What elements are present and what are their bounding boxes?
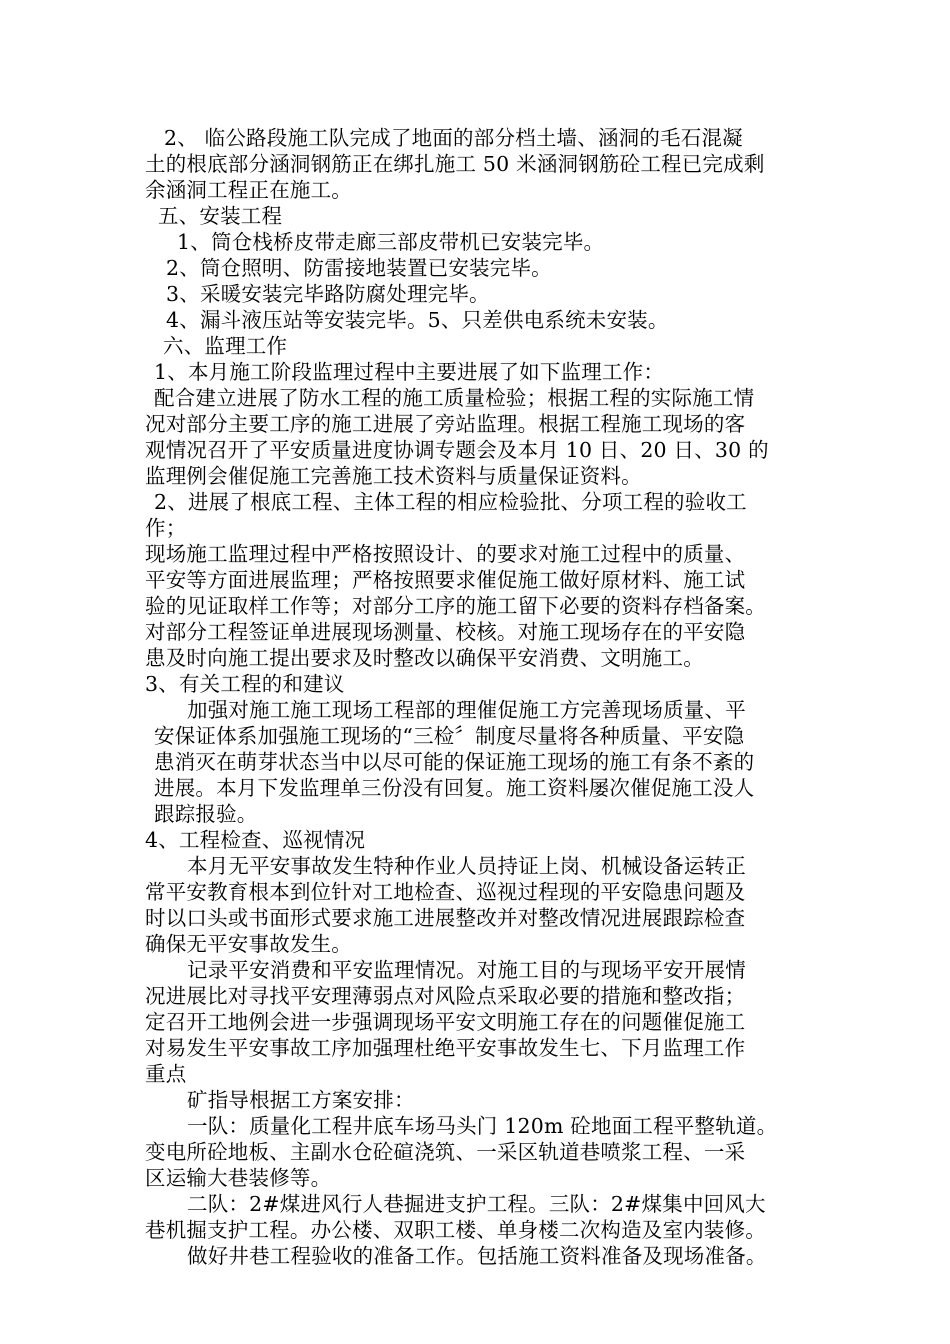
section-heading: 五、安装工程	[158, 204, 283, 228]
list-item: 4、漏斗液压站等安装完毕。5、只差供电系统未安装。	[166, 308, 669, 332]
section-heading: 4、工程检查、巡视情况	[145, 828, 366, 852]
paragraph-line: 定召开工地例会进一步强调现场平安文明施工存在的问题催促施工	[145, 1010, 746, 1034]
paragraph-line: 余涵洞工程正在施工。	[145, 178, 352, 202]
paragraph-line: 况对部分主要工序的施工进展了旁站监理。根据工程施工现场的客	[145, 412, 746, 436]
section-heading: 3、有关工程的和建议	[145, 672, 345, 696]
paragraph-line: 一队：质量化工程井底车场马头门 120m 砼地面工程平整轨道。	[187, 1114, 778, 1138]
paragraph-line: 记录平安消费和平安监理情况。对施工目的与现场平安开展情	[187, 958, 746, 982]
paragraph-line: 跟踪报验。	[154, 802, 258, 826]
paragraph-line: 确保无平安事故发生。	[145, 932, 352, 956]
paragraph-line: 进展。本月下发监理单三份没有回复。施工资料屡次催促施工没人	[154, 776, 755, 800]
list-item: 2、筒仓照明、防雷接地装置已安装完毕。	[166, 256, 552, 280]
paragraph-line: 况进展比对寻找平安理薄弱点对风险点采取必要的措施和整改指；	[145, 984, 746, 1008]
paragraph-line: 区运输大巷装修等。	[145, 1166, 332, 1190]
paragraph-line: 现场施工监理过程中严格按照设计、的要求对施工过程中的质量、	[145, 542, 746, 566]
paragraph-line: 时以口头或书面形式要求施工进展整改并对整改情况进展跟踪检查	[145, 906, 746, 930]
paragraph-line: 2、 临公路段施工队完成了地面的部分档土墙、涵洞的毛石混凝	[164, 126, 743, 150]
paragraph-line: 本月无平安事故发生特种作业人员持证上岗、机械设备运转正	[187, 854, 746, 878]
paragraph-line: 1、本月施工阶段监理过程中主要进展了如下监理工作：	[154, 360, 665, 384]
paragraph-line: 重点	[145, 1062, 187, 1086]
paragraph-line: 验的见证取样工作等；对部分工序的施工留下必要的资料存档备案。	[145, 594, 766, 618]
paragraph-line: 变电所砼地板、主副水仓砼碹浇筑、一采区轨道巷喷浆工程、一采	[145, 1140, 746, 1164]
paragraph-line: 常平安教育根本到位针对工地检查、巡视过程现的平安隐患问题及	[145, 880, 746, 904]
paragraph-line: 对部分工程签证单进展现场测量、校核。对施工现场存在的平安隐	[145, 620, 746, 644]
section-heading: 六、监理工作	[163, 334, 288, 358]
paragraph-line: 患消灭在萌芽状态当中以尽可能的保证施工现场的施工有条不紊的	[154, 750, 755, 774]
paragraph-line: 土的根底部分涵洞钢筋正在绑扎施工 50 米涵洞钢筋砼工程已完成剩	[145, 152, 765, 176]
paragraph-line: 配合建立进展了防水工程的施工质量检验；根据工程的实际施工情	[154, 386, 755, 410]
list-item: 3、采暖安装完毕路防腐处理完毕。	[166, 282, 490, 306]
paragraph-line: 加强对施工施工现场工程部的理催促施工方完善现场质量、平	[187, 698, 746, 722]
paragraph-line: 观情况召开了平安质量进度协调专题会及本月 10 日、20 日、30 的	[145, 438, 769, 462]
paragraph-line: 二队：2#煤进风行人巷掘进支护工程。三队：2#煤集中回风大	[187, 1192, 766, 1216]
paragraph-line: 监理例会催促施工完善施工技术资料与质量保证资料。	[145, 464, 642, 488]
paragraph-line: 2、进展了根底工程、主体工程的相应检验批、分项工程的验收工	[154, 490, 747, 514]
paragraph-line: 患及时向施工提出要求及时整改以确保平安消费、文明施工。	[145, 646, 704, 670]
list-item: 1、筒仓栈桥皮带走廊三部皮带机已安装完毕。	[177, 230, 605, 254]
paragraph-line: 安保证体系加强施工现场的“三检〞制度尽量将各种质量、平安隐	[154, 724, 745, 748]
paragraph-line: 做好井巷工程验收的准备工作。包括施工资料准备及现场准备。	[187, 1244, 767, 1268]
paragraph-line: 巷机掘支护工程。办公楼、双职工楼、单身楼二次构造及室内装修。	[145, 1218, 766, 1242]
paragraph-line: 作；	[145, 516, 187, 540]
paragraph-line: 矿指导根据工方案安排：	[187, 1088, 415, 1112]
paragraph-line: 平安等方面进展监理；严格按照要求催促施工做好原材料、施工试	[145, 568, 746, 592]
paragraph-line: 对易发生平安事故工序加强理杜绝平安事故发生七、下月监理工作	[145, 1036, 746, 1060]
